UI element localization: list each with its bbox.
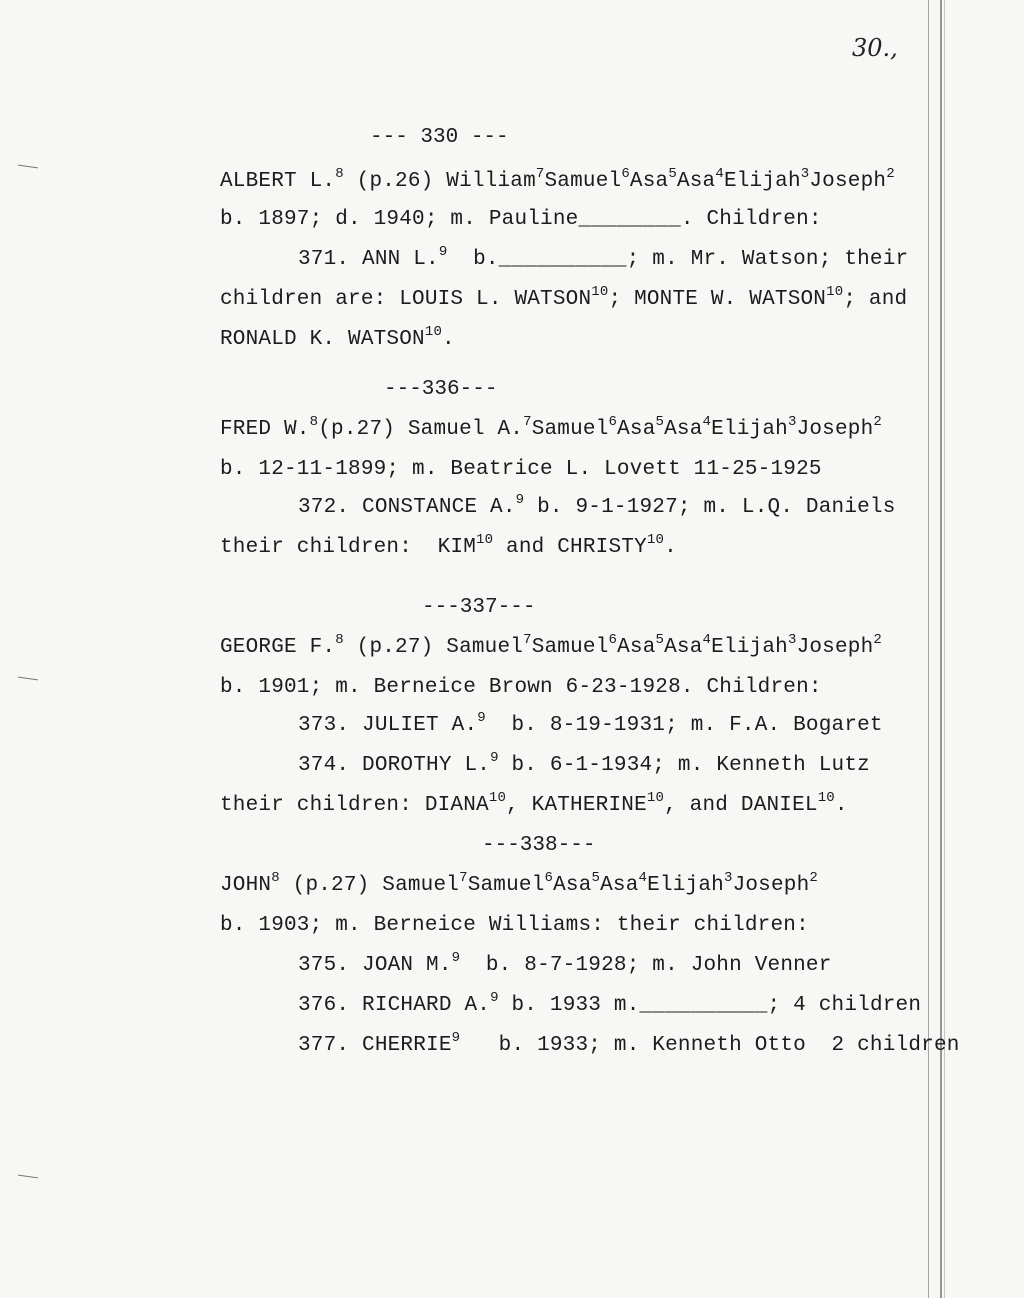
text-segment: RICHARD A. [362,994,491,1017]
text-segment: William [446,170,536,193]
generation-number: 9 [451,1030,461,1046]
page-number: 30., [852,34,898,62]
text-segment: Joseph [796,636,874,659]
text-segment: Asa [664,418,703,441]
generation-number: 7 [459,870,468,886]
text-segment: Elijah [711,636,788,659]
text-segment: Samuel [531,418,609,441]
generation-number: 3 [787,632,797,648]
text-segment: Samuel [382,874,460,897]
text-segment: b.__________; m. Mr. Watson; their [473,248,909,271]
generation-number: 10 [424,324,443,340]
entry-line: b. 12-11-1899; m. Beatrice L. Lovett 11-25-1925 [220,458,822,481]
lineage [446,632,882,659]
generation-number: 7 [535,166,545,182]
text-segment: Samuel A. [407,418,524,441]
entry-line [220,532,677,560]
entry-line: b. 1901; m. Berneice Brown 6-23-1928. Children: [220,676,822,699]
lineage [446,166,895,193]
text-segment: Asa [664,636,703,659]
text-segment: JULIET A. [362,714,478,737]
text-segment: 374. [298,754,350,777]
text-segment: Asa [617,636,656,659]
text-segment: JOAN M. [362,954,452,977]
text-segment: 376. [298,994,350,1017]
entry-line-george [220,632,882,660]
child-entry-372 [298,492,896,520]
text-segment: . [834,794,848,817]
text-segment: Asa [629,170,669,193]
section-heading-338: ---338--- [482,834,596,857]
text-segment: Asa [676,170,716,193]
text-segment: CONSTANCE A. [362,496,516,519]
generation-number: 9 [451,950,461,966]
section-heading-330: --- 330 --- [370,126,509,149]
generation-number: 7 [523,632,532,648]
child-entry-375 [298,950,832,978]
text-segment: b. 8-19-1931; m. F.A. Bogaret [511,714,883,737]
lineage [407,414,882,441]
entry-line-albert [220,166,895,194]
child-entry-377 [298,1030,960,1058]
generation-number: 6 [608,632,618,648]
scan-edge-mark [18,1175,38,1179]
scan-edge-mark [18,165,38,169]
text-segment: Elijah [723,170,801,193]
text-segment: b. 8-7-1928; m. John Venner [485,954,832,977]
entry-line [220,324,455,352]
scan-edge-mark [18,677,38,681]
text-segment: Samuel [446,636,524,659]
text-segment: 371. [298,248,350,271]
generation-number: 2 [886,166,895,182]
generation-number: 10 [826,284,844,300]
text-segment: . [664,536,677,559]
entry-line-john [220,870,818,898]
person-name: FRED W. [220,418,310,441]
text-segment: Joseph [732,874,810,897]
generation-number: 4 [702,632,712,648]
child-entry-376 [298,990,922,1018]
page-reference: (p.26) [356,170,434,193]
text-segment: 375. [298,954,350,977]
generation-number: 5 [668,166,677,182]
generation-number: 2 [873,632,882,648]
generation-number: 10 [476,532,494,548]
generation-number: 8 [309,414,319,430]
text-segment: , KATHERINE [506,794,647,817]
text-segment: children are: LOUIS L. WATSON [220,288,592,311]
child-entry-371 [298,244,909,272]
text-segment: b. 1933 m.__________; 4 children [511,994,922,1017]
section-heading-336: ---336--- [384,378,498,401]
generation-number: 4 [702,414,712,430]
generation-number: 6 [621,166,630,182]
generation-number: 8 [335,632,344,648]
generation-number: 9 [490,750,499,766]
text-segment: their children: KIM [220,536,477,559]
entry-line: b. 1897; d. 1940; m. Pauline________. Children: [220,208,822,231]
margin-rule [928,0,929,1298]
text-segment: 372. [298,496,350,519]
child-entry-373 [298,710,883,738]
person-name: GEORGE F. [220,636,336,659]
page-reference: (p.27) [318,418,396,441]
text-segment: b. 9-1-1927; m. L.Q. Daniels [537,496,896,519]
text-segment: RONALD K. WATSON [220,328,425,351]
margin-rule [944,0,945,1298]
generation-number: 10 [646,790,665,806]
text-segment: . [442,328,455,351]
generation-number: 3 [800,166,810,182]
section-heading-337: ---337--- [422,596,536,619]
text-segment: Samuel [531,636,609,659]
generation-number: 10 [488,790,507,806]
text-segment: Samuel [544,170,622,193]
generation-number: 4 [715,166,724,182]
generation-number: 9 [477,710,486,726]
text-segment: , and DANIEL [664,794,818,817]
text-segment: b. 6-1-1934; m. Kenneth Lutz [511,754,870,777]
page-reference: (p.27) [292,874,370,897]
generation-number: 10 [817,790,835,806]
text-segment: Samuel [467,874,545,897]
entry-line-fred [220,414,882,442]
text-segment: ; MONTE W. WATSON [608,288,827,311]
child-entry-374 [298,750,870,778]
margin-rule [940,0,942,1298]
generation-number: 2 [809,870,818,886]
text-segment: their children: DIANA [220,794,489,817]
text-segment: CHERRIE [362,1034,452,1057]
generation-number: 4 [638,870,648,886]
generation-number: 7 [523,414,532,430]
text-segment: Asa [553,874,592,897]
generation-number: 3 [723,870,733,886]
text-segment: Joseph [809,170,887,193]
generation-number: 5 [591,870,601,886]
entry-line [220,790,848,818]
text-segment: Elijah [711,418,788,441]
person-name: JOHN [220,874,272,897]
entry-line: b. 1903; m. Berneice Williams: their children: [220,914,809,937]
text-segment: Elijah [647,874,724,897]
generation-number: 8 [335,166,344,182]
text-segment: b. 1933; m. Kenneth Otto 2 children [498,1034,960,1057]
generation-number: 2 [873,414,882,430]
text-segment: 373. [298,714,350,737]
text-segment: Asa [600,874,639,897]
generation-number: 3 [787,414,797,430]
text-segment: Asa [617,418,656,441]
generation-number: 5 [655,632,665,648]
text-segment: 377. [298,1034,350,1057]
entry-line [220,284,908,312]
generation-number: 5 [655,414,665,430]
text-segment: ; and [843,288,908,311]
page-reference: (p.27) [356,636,434,659]
text-segment: ANN L. [362,248,439,271]
text-segment: Joseph [796,418,874,441]
generation-number: 6 [608,414,618,430]
generation-number: 6 [544,870,554,886]
generation-number: 9 [515,492,525,508]
generation-number: 9 [438,244,448,260]
lineage [382,870,818,897]
generation-number: 10 [591,284,609,300]
generation-number: 9 [490,990,499,1006]
generation-number: 8 [271,870,280,886]
text-segment: DOROTHY L. [362,754,491,777]
text-segment: and CHRISTY [493,536,647,559]
generation-number: 10 [646,532,665,548]
person-name: ALBERT L. [220,170,336,193]
